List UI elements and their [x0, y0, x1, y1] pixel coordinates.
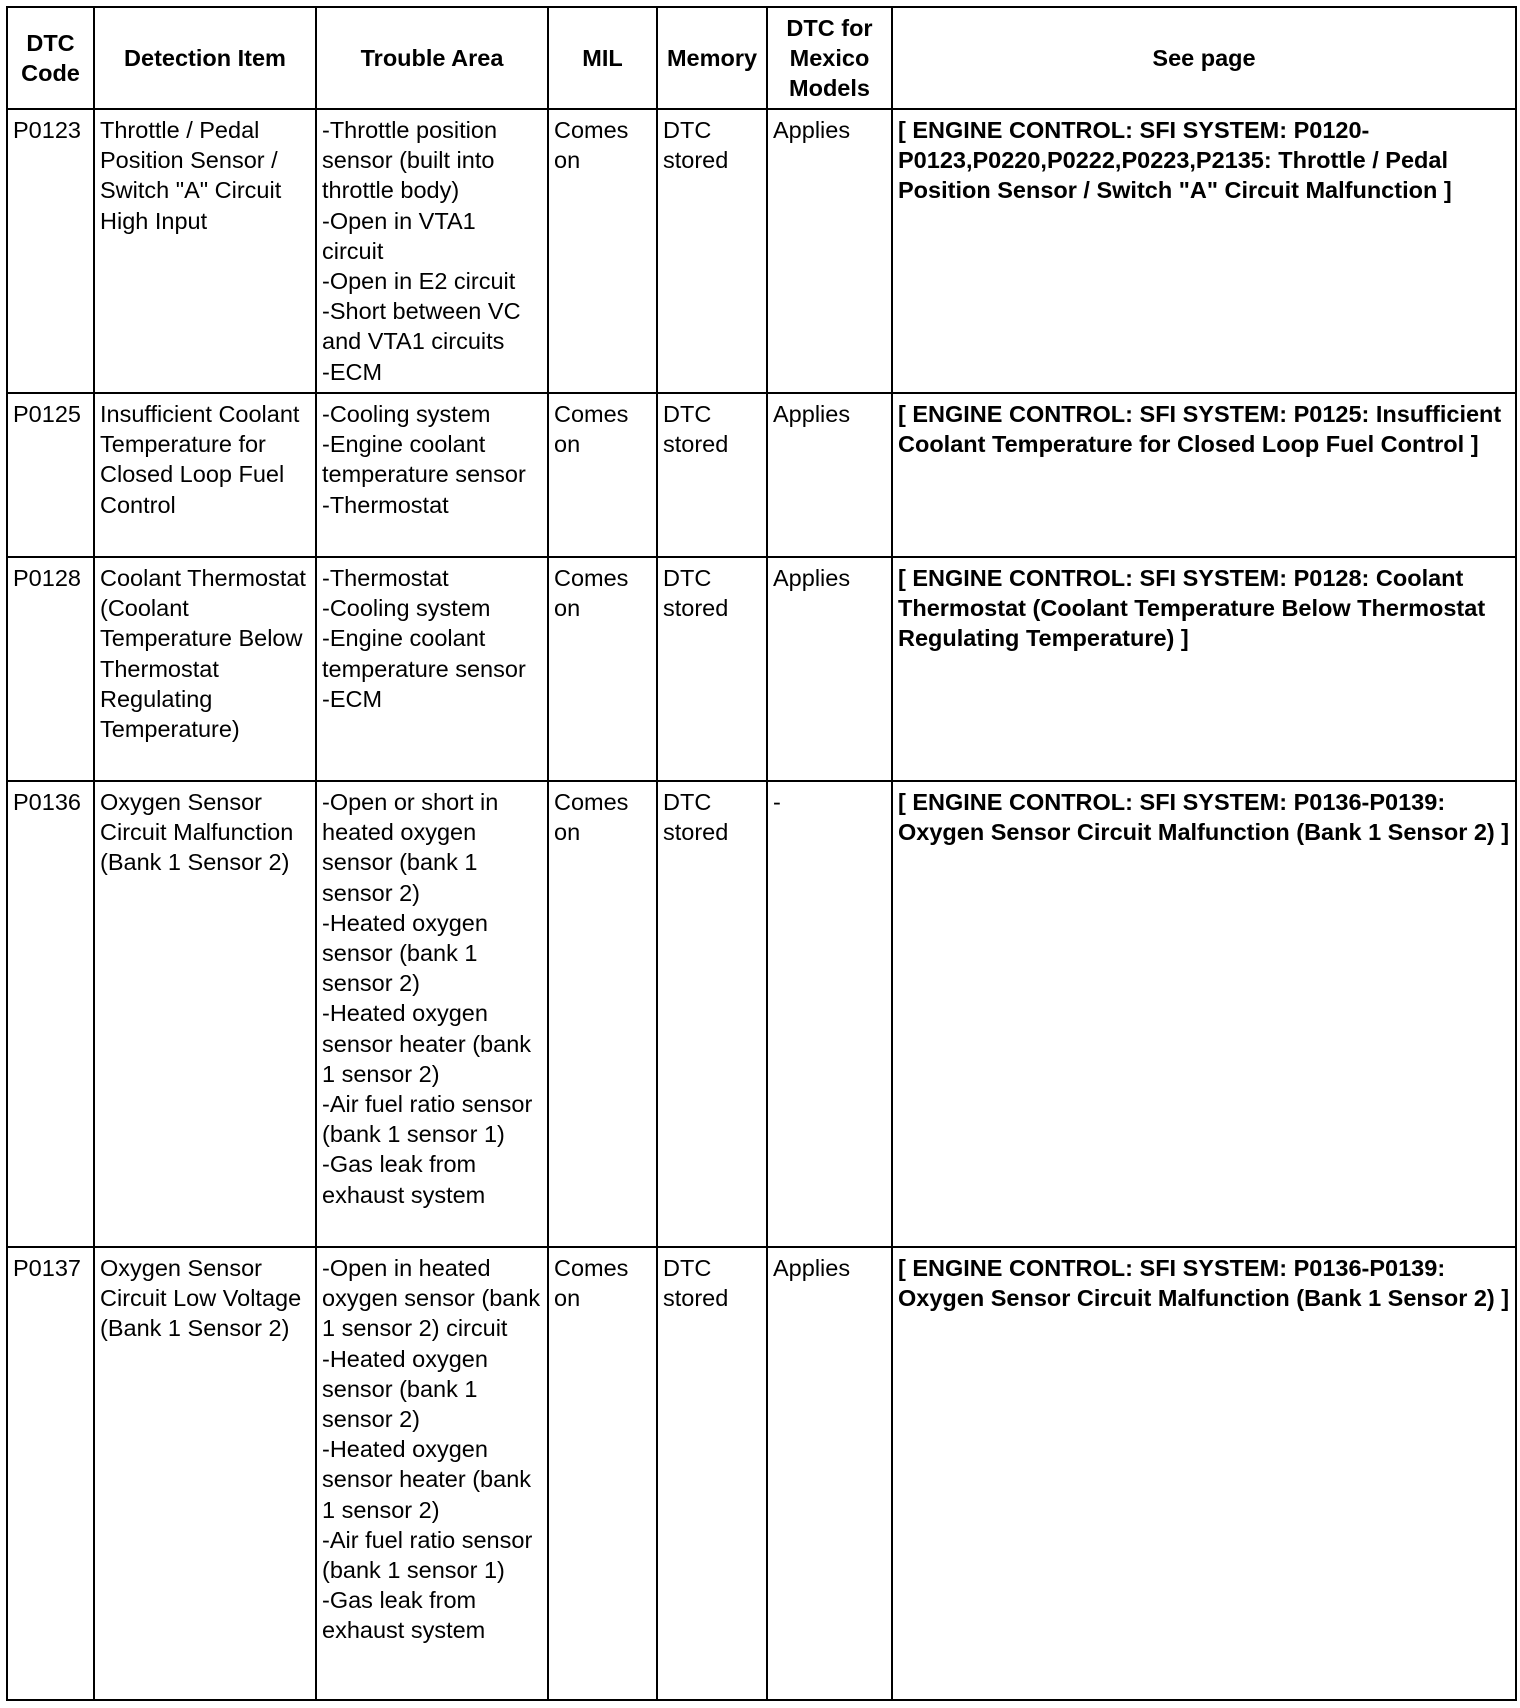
- memory-status: DTC stored: [657, 393, 767, 557]
- trouble-area: [316, 109, 548, 393]
- header-trouble-area: Trouble Area: [316, 7, 548, 109]
- trouble-area: [316, 781, 548, 1247]
- trouble-line: -Gas leak from exhaust system: [322, 1151, 486, 1208]
- trouble-line: -Thermostat: [322, 491, 449, 518]
- dtc-table: [6, 6, 1517, 1701]
- mexico-applies: Applies: [767, 109, 892, 393]
- trouble-line: -Throttle position sensor (built into throttle body): [322, 117, 498, 204]
- table-row: [7, 781, 1516, 1247]
- trouble-line: -Air fuel ratio sensor (bank 1 sensor 1): [322, 1526, 533, 1584]
- dtc-code: P0136: [7, 781, 94, 1247]
- dtc-code: P0137: [7, 1247, 94, 1700]
- see-page-link[interactable]: [ ENGINE CONTROL: SFI SYSTEM: P0136-P0139: Oxygen Sensor Circuit Malfunction (Bank 1 Sensor 2) ]: [892, 1247, 1516, 1700]
- trouble-line: -Open or short in heated oxygen sensor (bank 1 sensor 2): [322, 789, 499, 906]
- memory-status: DTC stored: [657, 781, 767, 1247]
- mexico-applies: Applies: [767, 557, 892, 781]
- trouble-line: -Open in heated oxygen sensor (bank 1 sensor 2) circuit: [322, 1255, 541, 1342]
- memory-status: DTC stored: [657, 109, 767, 393]
- memory-status: DTC stored: [657, 1247, 767, 1700]
- trouble-area: [316, 557, 548, 781]
- trouble-line: -Engine coolant temperature sensor: [322, 625, 526, 682]
- trouble-line: -Gas leak from exhaust system: [322, 1587, 486, 1644]
- dtc-code: P0128: [7, 557, 94, 781]
- trouble-line: -Thermostat: [322, 565, 449, 591]
- header-memory: Memory: [657, 7, 767, 109]
- trouble-line: -Heated oxygen sensor heater (bank 1 sensor 2): [322, 1436, 532, 1523]
- see-page-link[interactable]: [ ENGINE CONTROL: SFI SYSTEM: P0125: Insufficient Coolant Temperature for Closed Loop Fuel Control ]: [892, 393, 1516, 557]
- detection-item: Oxygen Sensor Circuit Malfunction (Bank 1 Sensor 2): [94, 781, 316, 1247]
- header-dtc-mexico: DTC for Mexico Models: [767, 7, 892, 109]
- dtc-code: P0125: [7, 393, 94, 557]
- header-see-page: See page: [892, 7, 1516, 109]
- mexico-applies: Applies: [767, 1247, 892, 1700]
- mil-status: Comes on: [548, 781, 657, 1247]
- trouble-line: -Open in E2 circuit: [322, 268, 516, 295]
- mil-status: Comes on: [548, 1247, 657, 1700]
- trouble-line: -Heated oxygen sensor (bank 1 sensor 2): [322, 909, 488, 997]
- trouble-area: [316, 1247, 548, 1700]
- trouble-line: -Short between VC and VTA1 circuits: [322, 298, 521, 355]
- trouble-line: -Cooling system: [322, 401, 491, 427]
- mexico-applies: Applies: [767, 393, 892, 557]
- see-page-link[interactable]: [ ENGINE CONTROL: SFI SYSTEM: P0120-P0123,P0220,P0222,P0223,P2135: Throttle / Pedal Position Sensor / Switch "A" Circuit Malfunction ]: [892, 109, 1516, 393]
- table-row: [7, 1247, 1516, 1700]
- trouble-line: -Air fuel ratio sensor (bank 1 sensor 1): [322, 1091, 533, 1148]
- trouble-line: -Heated oxygen sensor heater (bank 1 sensor 2): [322, 1000, 532, 1087]
- trouble-line: -Cooling system: [322, 595, 491, 622]
- mil-status: Comes on: [548, 557, 657, 781]
- detection-item: Coolant Thermostat (Coolant Temperature Below Thermostat Regulating Temperature): [94, 557, 316, 781]
- trouble-area: [316, 393, 548, 557]
- trouble-line: -Open in VTA1 circuit: [322, 207, 476, 264]
- header-mil: MIL: [548, 7, 657, 109]
- detection-item: Oxygen Sensor Circuit Low Voltage (Bank 1 Sensor 2): [94, 1247, 316, 1700]
- header-dtc-code: DTC Code: [7, 7, 94, 109]
- table-row: [7, 393, 1516, 557]
- trouble-line: -Engine coolant temperature sensor: [322, 431, 526, 488]
- detection-item: Insufficient Coolant Temperature for Closed Loop Fuel Control: [94, 393, 316, 557]
- see-page-link[interactable]: [ ENGINE CONTROL: SFI SYSTEM: P0136-P0139: Oxygen Sensor Circuit Malfunction (Bank 1 Sensor 2) ]: [892, 781, 1516, 1247]
- memory-status: DTC stored: [657, 557, 767, 781]
- detection-item: Throttle / Pedal Position Sensor / Switch "A" Circuit High Input: [94, 109, 316, 393]
- trouble-line: -Heated oxygen sensor (bank 1 sensor 2): [322, 1345, 488, 1433]
- see-page-link[interactable]: [ ENGINE CONTROL: SFI SYSTEM: P0128: Coolant Thermostat (Coolant Temperature Below Thermostat Regulating Temperature) ]: [892, 557, 1516, 781]
- mil-status: Comes on: [548, 393, 657, 557]
- mexico-applies: -: [767, 781, 892, 1247]
- header-row: [7, 7, 1516, 109]
- table-row: [7, 109, 1516, 393]
- trouble-line: -ECM: [322, 685, 383, 712]
- header-detection-item: Detection Item: [94, 7, 316, 109]
- dtc-code: P0123: [7, 109, 94, 393]
- trouble-line: -ECM: [322, 358, 383, 385]
- mil-status: Comes on: [548, 109, 657, 393]
- table-row: [7, 557, 1516, 781]
